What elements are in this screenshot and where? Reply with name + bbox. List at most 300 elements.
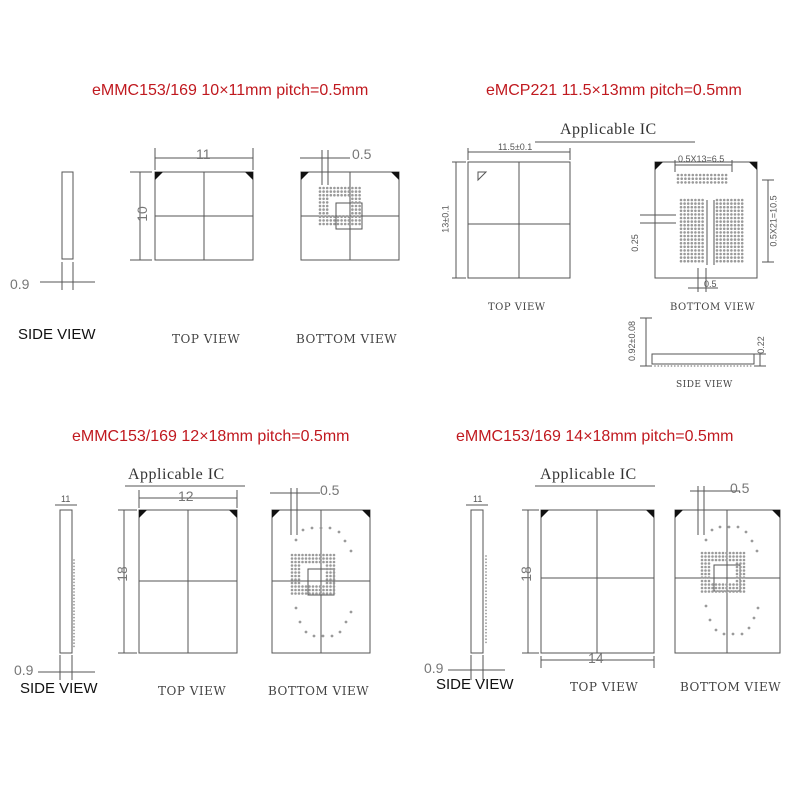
tr-side-ball [707,365,709,367]
bl-ball [294,575,297,578]
tr-ball [691,224,694,227]
tr-side-ball [687,365,689,367]
tr-ball [683,260,686,263]
tr-ball [680,220,683,223]
tr-ball [734,249,737,252]
tr-ball [723,253,726,256]
tr-ball [741,228,744,231]
tl-ball [358,190,361,193]
bl-side-ball [73,566,75,568]
br-side-ball [485,610,487,612]
tr-ball [695,177,698,180]
bl-ball [291,564,294,567]
bl-ball [344,540,347,543]
tr-ball [694,238,697,241]
br-ball [739,552,742,555]
bl-ball [333,589,336,592]
tl-ball [355,187,358,190]
tl-ball [319,219,322,222]
tr-ball [737,235,740,238]
tr-ball [719,213,722,216]
br-ball [737,526,740,529]
tl-ball [340,187,343,190]
br-ball [728,526,731,529]
br-ball [718,587,721,590]
tr-ball [680,217,683,220]
tr-ball [741,213,744,216]
tr-ball [741,199,744,202]
tr-ball [694,210,697,213]
tr-ball [677,177,680,180]
tr-ball [691,235,694,238]
bl-ball [298,554,301,557]
tr-ball [688,174,691,177]
bl-ball [301,561,304,564]
tr-ball [687,213,690,216]
tl-ball [337,223,340,226]
tr-ball [680,235,683,238]
br-side-ball [485,613,487,615]
tr-ball [684,174,687,177]
bl-dim-pitch: 0.5 [320,482,340,498]
br-ball [743,576,746,579]
bl-ball [329,571,332,574]
tr-ball [716,213,719,216]
tr-ball [687,238,690,241]
tr-ball [701,256,704,259]
bl-ball [350,550,353,553]
tr-ball [730,210,733,213]
br-ball [708,590,711,593]
bl-ball [329,575,332,578]
br-side-ball [485,626,487,628]
tr-ball [695,174,698,177]
tl-ball [326,201,329,204]
tr-dim-pitch: 0.5 [704,279,717,289]
tr-ball [687,228,690,231]
tr-ball [716,224,719,227]
bl-side-ball [73,598,75,600]
tr-ball [677,181,680,184]
tr-side-ball [750,365,752,367]
br-ball [711,552,714,555]
tl-ball [340,194,343,197]
tl-ball [326,212,329,215]
tr-ball [727,199,730,202]
bl-ball [322,635,325,638]
tr-ball [694,213,697,216]
br-side-ball [485,616,487,618]
tr-ball [730,220,733,223]
tl-ball [351,205,354,208]
br-side-ball [485,558,487,560]
tr-ball [694,202,697,205]
bl-side-label: SIDE VIEW [20,680,98,697]
tr-ball [683,206,686,209]
br-ball [701,552,704,555]
tr-side-ball [704,365,706,367]
tl-ball [355,216,358,219]
tr-ball [737,217,740,220]
tr-ball [701,249,704,252]
tr-ball [698,249,701,252]
tr-ball [691,217,694,220]
bl-side-ball [73,646,75,648]
tl-ball [337,187,340,190]
tr-ball [730,246,733,249]
tr-ball [741,235,744,238]
tr-ball [716,231,719,234]
tr-ball [734,246,737,249]
tr-ball [683,199,686,202]
tr-ball [734,228,737,231]
tl-ball [344,194,347,197]
tr-ball [730,199,733,202]
bl-ball [333,561,336,564]
br-ball [718,559,721,562]
tl-ball [319,201,322,204]
bl-ball [308,554,311,557]
bl-ball [291,557,294,560]
br-side-ball [485,578,487,580]
tr-ball [680,228,683,231]
bl-ball [294,589,297,592]
br-ball [725,552,728,555]
br-ball [711,587,714,590]
tl-bottom-label: BOTTOM VIEW [296,332,398,346]
tr-ball [716,217,719,220]
tr-ball [694,199,697,202]
br-ball [739,580,742,583]
tr-ball [716,249,719,252]
tr-ball [691,206,694,209]
bl-ball [326,557,329,560]
tr-ball [721,177,724,180]
tl-ball [322,194,325,197]
tr-ball [737,256,740,259]
tr-title: eMCP221 11.5×13mm pitch=0.5mm [486,82,742,99]
tr-ball [723,256,726,259]
bl-ball [322,589,325,592]
tr-ball [692,181,695,184]
tl-ball [337,194,340,197]
tr-ball [730,228,733,231]
tr-side-ball [720,365,722,367]
br-ball [708,576,711,579]
tl-ball [333,187,336,190]
br-ball [732,583,735,586]
tr-ball [734,235,737,238]
tr-ball [701,202,704,205]
bl-ball [329,582,332,585]
tr-ball [719,249,722,252]
tr-ball [741,238,744,241]
br-ball [729,555,732,558]
tl-ball [355,205,358,208]
br-ball [739,587,742,590]
bl-ball [329,568,332,571]
br-ball [704,555,707,558]
bl-ball [326,571,329,574]
bl-ball [302,529,305,532]
tr-ball [677,174,680,177]
tr-ball [687,242,690,245]
tr-ball [691,242,694,245]
tr-ball [741,206,744,209]
br-dim-side-top: 11 [473,494,483,504]
tr-ball [683,202,686,205]
tr-ball [683,217,686,220]
bl-top-label: TOP VIEW [158,684,227,698]
tr-ball [730,202,733,205]
tr-ball [680,224,683,227]
tr-ball [719,235,722,238]
tr-ball [727,202,730,205]
tr-ball [687,246,690,249]
tr-ball [730,224,733,227]
tr-ball [725,181,728,184]
tr-side-ball [697,365,699,367]
tr-ball [737,260,740,263]
bl-side-ball [73,601,75,603]
bl-ball [326,582,329,585]
br-side-ball [485,594,487,596]
tr-ball [723,217,726,220]
tl-ball [348,190,351,193]
tr-ball [716,235,719,238]
tl-ball [351,216,354,219]
tl-ball [319,194,322,197]
br-ball [711,555,714,558]
br-ball [732,555,735,558]
tl-ball [319,190,322,193]
br-ball [711,590,714,593]
tr-ball [701,217,704,220]
tr-ball [719,217,722,220]
tr-ball [730,231,733,234]
br-ball [715,629,718,632]
tr-ball [701,238,704,241]
tr-ball [694,242,697,245]
br-side-ball [485,584,487,586]
tr-ball [719,253,722,256]
br-ball [757,607,760,610]
bl-side-ball [73,575,75,577]
tr-ball [694,220,697,223]
bl-ball [326,554,329,557]
br-ball [739,559,742,562]
bl-ball [301,592,304,595]
tl-top-label: TOP VIEW [172,332,241,346]
bl-ball [298,578,301,581]
tr-side-ball [747,365,749,367]
bl-ball [301,554,304,557]
tr-ball [734,210,737,213]
bl-ball [333,592,336,595]
tr-ball [680,238,683,241]
bl-ball [305,585,308,588]
tr-side-ball [717,365,719,367]
bl-ball [294,585,297,588]
tr-ball [717,181,720,184]
tl-title: eMMC153/169 10×11mm pitch=0.5mm [92,82,369,99]
br-side-ball [485,571,487,573]
br-ball [722,552,725,555]
bl-ball [291,568,294,571]
bl-ball [333,582,336,585]
tr-ball [737,238,740,241]
bl-side-ball [73,559,75,561]
bl-ball [329,527,332,530]
tl-ball [358,201,361,204]
bl-side-ball [73,582,75,584]
tr-ball [680,246,683,249]
tl-ball [344,223,347,226]
tr-ball [727,217,730,220]
br-ball [701,555,704,558]
tl-ball [348,194,351,197]
tl-ball [322,208,325,211]
tr-ball [734,217,737,220]
tr-side-ball [661,365,663,367]
bl-ball [305,554,308,557]
tl-ball [348,219,351,222]
br-side-ball [485,555,487,557]
tl-ball [326,190,329,193]
tr-ball [727,231,730,234]
br-ball [701,562,704,565]
tr-ball [701,213,704,216]
tr-ball [741,242,744,245]
bl-ball [298,564,301,567]
tl-ball [337,216,340,219]
tr-ball [727,220,730,223]
tr-dim-offset: 0.25 [629,234,640,252]
tl-ball [355,198,358,201]
br-ball [725,590,728,593]
br-ball [736,573,739,576]
tr-ball [727,238,730,241]
bl-ball [291,575,294,578]
tr-ball [688,177,691,180]
tr-ball [716,242,719,245]
tr-dim-width: 11.5±0.1 [498,142,533,152]
br-ball [722,559,725,562]
bl-side-ball [73,633,75,635]
tr-ball [691,238,694,241]
tr-ball [716,206,719,209]
bl-ball [312,554,315,557]
bl-side-ball [73,626,75,628]
br-ball [701,576,704,579]
bl-ball [305,589,308,592]
tl-ball [351,187,354,190]
tr-ball [734,260,737,263]
bl-ball [322,561,325,564]
br-side-ball [485,574,487,576]
bl-ball [298,568,301,571]
tl-ball [351,208,354,211]
br-dim-pitch: 0.5 [730,480,750,496]
tr-ball [683,213,686,216]
br-ball [725,587,728,590]
tl-dim-width: 11 [196,146,211,162]
tr-ball [730,260,733,263]
tr-ball [701,260,704,263]
tr-ball [698,210,701,213]
bl-ball [329,564,332,567]
tr-ball [701,210,704,213]
br-ball [701,566,704,569]
tr-side-ball [733,365,735,367]
br-ball [729,559,732,562]
br-side-ball [485,587,487,589]
tr-ball [691,210,694,213]
tr-ball [680,231,683,234]
tr-ball [727,210,730,213]
bl-ball [291,571,294,574]
br-ball [736,555,739,558]
tr-ball [701,246,704,249]
br-ball [722,555,725,558]
br-ball [743,566,746,569]
tr-ball [691,253,694,256]
tr-ball [701,235,704,238]
tr-ball [723,238,726,241]
tr-ball [710,181,713,184]
tr-ball [684,177,687,180]
tr-ball [698,220,701,223]
tr-ball [719,231,722,234]
tr-ball [719,260,722,263]
br-ball [715,583,718,586]
bl-side-ball [73,617,75,619]
tr-ball [695,181,698,184]
tr-ball [687,256,690,259]
br-ball [708,569,711,572]
br-ball [722,583,725,586]
tr-ball [680,260,683,263]
tr-ball [701,253,704,256]
tl-ball [322,212,325,215]
tr-ball [701,228,704,231]
tr-ball [737,202,740,205]
tr-ball [716,253,719,256]
tr-ball [730,213,733,216]
tl-ball [330,216,333,219]
tr-ball [723,231,726,234]
tr-side-ball [657,365,659,367]
bl-ball [319,554,322,557]
bl-ball [333,585,336,588]
tl-ball [337,219,340,222]
br-applicable: Applicable IC [540,466,637,483]
tr-ball [698,238,701,241]
tr-ball [687,202,690,205]
tr-ball [741,249,744,252]
bl-ball [322,585,325,588]
bl-ball [298,592,301,595]
tr-ball [687,199,690,202]
tl-ball [355,190,358,193]
tl-dim-height: 10 [133,206,150,222]
tr-ball [725,174,728,177]
br-ball [743,580,746,583]
bl-side-ball [73,607,75,609]
br-ball [701,569,704,572]
tr-side-ball [740,365,742,367]
tl-ball [344,216,347,219]
